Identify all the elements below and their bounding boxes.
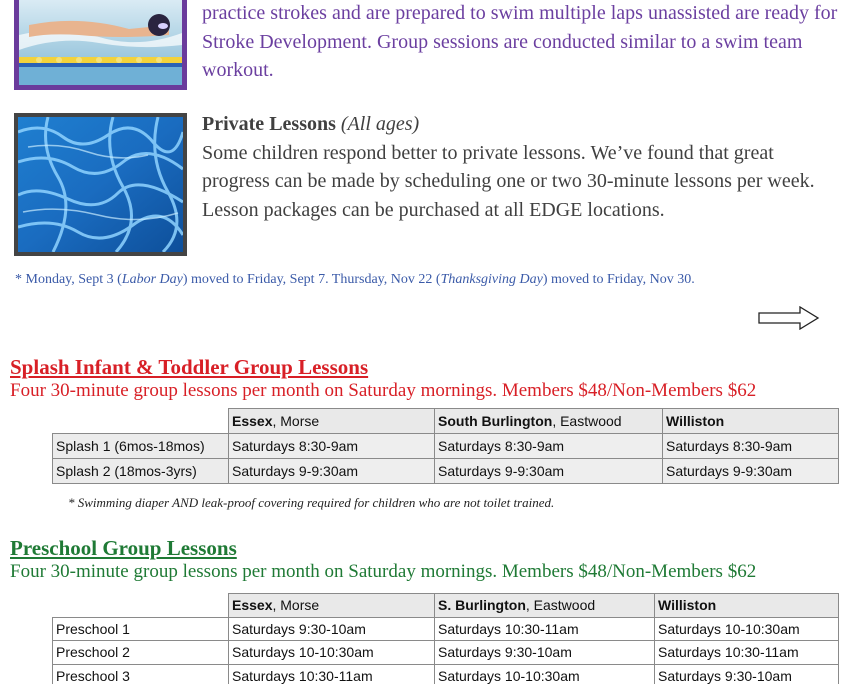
schedule-cell: Saturdays 10:30-11am [229,664,435,684]
private-lessons-ages: (All ages) [340,113,420,135]
schedule-cell: Saturdays 9:30-10am [435,641,655,665]
table-row [53,617,839,641]
row-label: Preschool 1 [53,617,229,641]
location-header-essex: Essex, Morse [229,409,435,434]
schedule-cell: Saturdays 9:30-10am [229,617,435,641]
holiday-note: * Monday, Sept 3 (Labor Day) moved to Friday, Sept 7. Thursday, Nov 22 (Thanksgiving Day) moved to Friday, Nov 30. [15,272,695,287]
location-header-williston: Williston [663,409,839,434]
schedule-cell: Saturdays 10-10:30am [435,664,655,684]
location-header-essex: Essex, Morse [229,594,435,618]
schedule-cell: Saturdays 10-10:30am [229,641,435,665]
schedule-cell: Saturdays 8:30-9am [663,434,839,459]
table-row [53,664,839,684]
schedule-cell: Saturdays 10-10:30am [655,617,839,641]
table-row [53,459,839,484]
schedule-cell: Saturdays 9-9:30am [663,459,839,484]
schedule-cell: Saturdays 10:30-11am [435,617,655,641]
row-label: Preschool 2 [53,641,229,665]
location-header-s-burlington: S. Burlington, Eastwood [435,594,655,618]
swimmer-photo [14,0,187,90]
thanksgiving-text: Thanksgiving Day [440,272,543,287]
schedule-cell: Saturdays 9-9:30am [435,459,663,484]
splash-section-title: Splash Infant & Toddler Group Lessons [10,355,369,379]
row-label: Preschool 3 [53,664,229,684]
diaper-footnote: * Swimming diaper AND leak-proof covering required for children who are not toilet trained. [68,495,555,510]
table-row [53,434,839,459]
location-header-williston: Williston [655,594,839,618]
pool-water-photo [14,113,187,256]
preschool-section-subtitle: Four 30-minute group lessons per month on Saturday mornings. Members $48/Non-Members $62 [10,561,757,582]
schedule-cell: Saturdays 10:30-11am [655,641,839,665]
labor-day-text: Labor Day [121,272,183,287]
location-header-south-burlington: South Burlington, Eastwood [435,409,663,434]
schedule-cell: Saturdays 9:30-10am [655,664,839,684]
table-row [53,641,839,665]
splash-section-subtitle: Four 30-minute group lessons per month on Saturday mornings. Members $48/Non-Members $62 [10,380,757,401]
private-lessons-text: Some children respond better to private lessons. We’ve found that great progress can be made by scheduling one or two 30-minute lessons per week. Lesson packages can be purchased at all EDGE locations. [202,141,815,221]
stroke-development-text: practice strokes and are prepared to swim multiple laps unassisted are ready for Stroke Development. Group sessions are conducted similar to a swim team workout. [202,2,838,81]
row-label: Splash 2 (18mos-3yrs) [53,459,229,484]
schedule-cell: Saturdays 8:30-9am [229,434,435,459]
right-arrow-outline-icon[interactable] [758,306,820,330]
schedule-cell: Saturdays 8:30-9am [435,434,663,459]
schedule-cell: Saturdays 9-9:30am [229,459,435,484]
splash-schedule-table [52,408,839,484]
private-lessons-paragraph [202,110,842,224]
private-lessons-heading: Private Lessons [202,113,336,135]
preschool-section-title: Preschool Group Lessons [10,536,237,560]
preschool-schedule-table [52,593,839,684]
row-label: Splash 1 (6mos-18mos) [53,434,229,459]
